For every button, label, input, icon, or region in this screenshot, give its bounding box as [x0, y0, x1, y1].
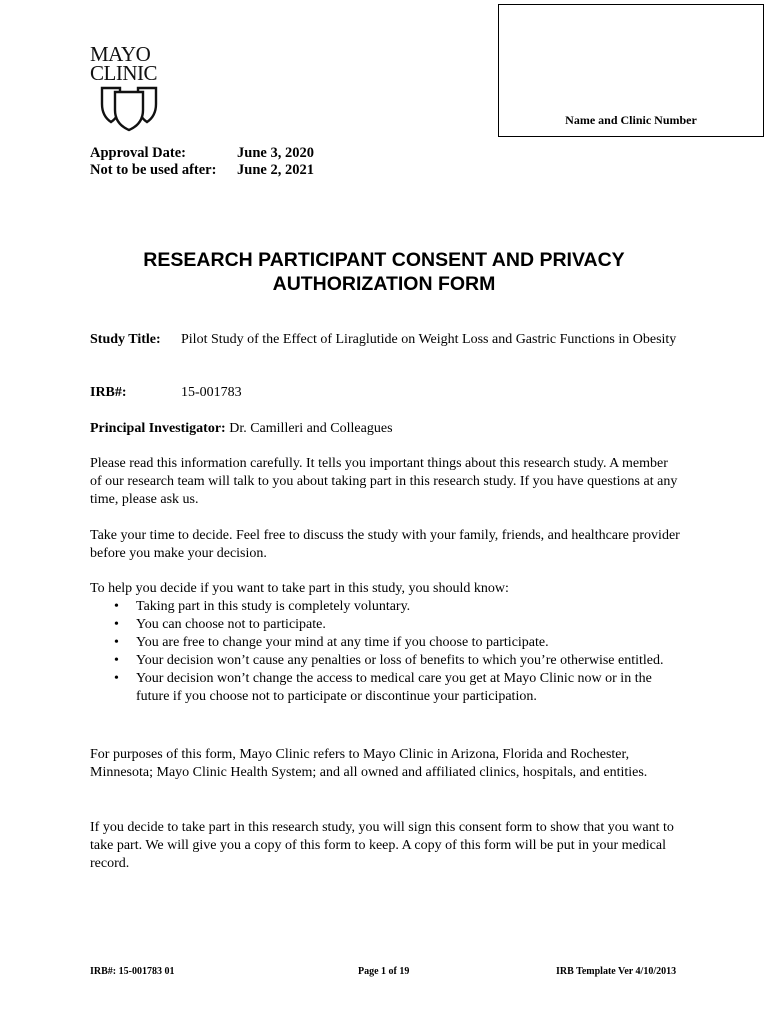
approval-date-label: Approval Date: — [90, 145, 186, 161]
footer-page-number: Page 1 of 19 — [358, 966, 410, 977]
shields-icon — [100, 84, 158, 137]
principal-investigator-row — [90, 420, 393, 438]
list-item: • You are free to change your mind at any time if you choose to participate. — [90, 634, 680, 652]
principal-investigator-label: Principal Investigator: — [90, 421, 226, 436]
study-title-label: Study Title: — [90, 332, 161, 347]
mayo-clinic-logo — [90, 42, 170, 85]
form-heading — [90, 248, 678, 296]
form-heading-line-2: AUTHORIZATION FORM — [272, 273, 496, 295]
name-clinic-number-box — [498, 4, 764, 137]
consent-paragraph: If you decide to take part in this research study, you will sign this consent form to show that you want to take part. We will give you a copy of this form to keep. A copy of this form will be put in your medical record. — [90, 820, 674, 871]
footer-template-version: IRB Template Ver 4/10/2013 — [556, 966, 677, 977]
list-item: • Your decision won’t cause any penalties or loss of benefits to which you’re otherwise entitled. — [90, 652, 680, 670]
footer-irb: IRB#: 15-001783 01 — [90, 966, 175, 977]
irb-row — [90, 384, 681, 402]
expiry-date-label: Not to be used after: — [90, 162, 217, 178]
list-item: • You can choose not to participate. — [90, 616, 680, 634]
know-section — [90, 580, 680, 706]
logo-line-1: MAYO — [90, 42, 151, 66]
know-bullet-list — [90, 598, 680, 706]
name-clinic-number-label: Name and Clinic Number — [565, 113, 697, 127]
form-heading-line-1: RESEARCH PARTICIPANT CONSENT AND PRIVACY — [143, 249, 625, 271]
intro-paragraph: Please read this information carefully. It tells you important things about this research study. A member of our research team will talk to you about taking part in this research study. If you have questions at any time, please ask us. — [90, 456, 678, 507]
mayo-definition-paragraph: For purposes of this form, Mayo Clinic refers to Mayo Clinic in Arizona, Florida and Rochester, Minnesota; Mayo Clinic Health System; and all owned and affiliated clinics, hospitals, and entities. — [90, 747, 648, 780]
decision-paragraph: Take your time to decide. Feel free to discuss the study with your family, friends, and healthcare provider before you make your decision. — [90, 528, 680, 561]
study-title-row — [90, 331, 681, 349]
list-item: • Your decision won’t change the access to medical care you get at Mayo Clinic now or in the future if you choose not to participate or discontinue your participation. — [90, 670, 680, 706]
list-item: • Taking part in this study is completely voluntary. — [90, 598, 680, 616]
study-title-value: Pilot Study of the Effect of Liraglutide on Weight Loss and Gastric Functions in Obesity — [181, 332, 677, 347]
logo-line-2: CLINIC — [90, 61, 157, 85]
approval-date-value: June 3, 2020 — [237, 145, 314, 161]
principal-investigator-value: Dr. Camilleri and Colleagues — [225, 421, 393, 436]
irb-value: 15-001783 — [181, 385, 242, 400]
approval-dates — [90, 145, 314, 179]
know-intro: To help you decide if you want to take part in this study, you should know: — [90, 581, 509, 596]
expiry-date-value: June 2, 2021 — [237, 162, 314, 178]
irb-label: IRB#: — [90, 385, 127, 400]
